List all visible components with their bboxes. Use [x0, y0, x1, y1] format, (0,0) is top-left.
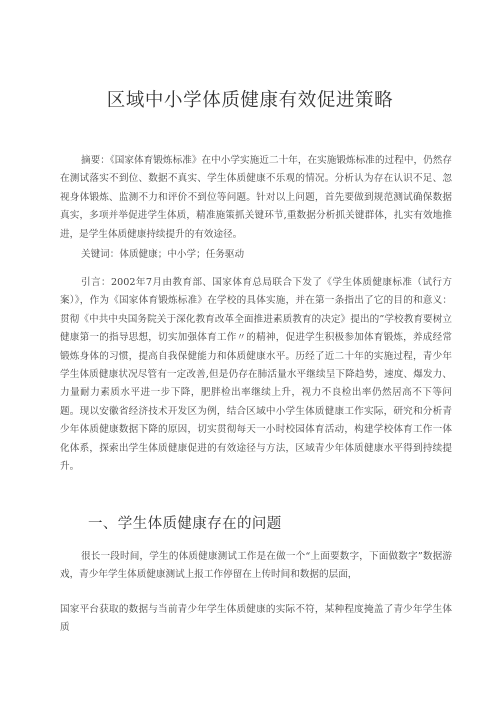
section-heading: 一、学生体质健康存在的问题: [88, 516, 282, 532]
keywords-line: 关键词：体质健康；中小学；任务驱动: [81, 249, 245, 260]
intro-paragraph: 引言：2002年7月由教育部、国家体育总局联合下发了《学生体质健康标准（试行方案）》，作为《国家体育锻炼标准》在学校的具体实施，并在第一条指出了它的目的和意义：贯彻《中共中央国务院关于深化教育改革全面推进素质教育的决定》提出的”学校教育要树立健康第一的指导思想，切实加强体育工作〃的精神，促进学生积极参加体育锻炼，养成经常锻炼身体的习惯，提高自我保健能力和体质健康水平。历经了近二十年的实施过程，青少年学生体质健康状况尽管有一定改善,但是仍存在肺活量水平继续呈下降趋势，速度、爆发力、力量耐力素质水平进一步下降，肥胖检出率继续上升，视力不良检出率仍然居高不下等问题。现以安徽省经济技术开发区为例，结合区域中小学生体质健康工作实际，研究和分析青少年体质健康数据下降的原因，切实贯彻每天一小时校园体育活动，构建学校体育工作一体化体系，探索出学生体质健康促进的有效途径与方法，区域青少年体质健康水平得到持续提升。: [60, 277, 452, 473]
document-title: 区域中小学体质健康有效促进策略: [106, 90, 394, 111]
body-paragraph-2: 国家平台获取的数据与当前青少年学生体质健康的实际不符，某种程度掩盖了青少年学生体质: [60, 604, 452, 634]
body-paragraph-1: 很长一段时间，学生的体质健康测试工作是在做一个“上面要数字，下面做数字”数据游戏，青少年学生体质健康测试上报工作停留在上传时间和数据的层面，: [60, 551, 452, 581]
abstract-paragraph: 摘要：《国家体育锻炼标准》在中小学实施近二十年，在实施锻炼标准的过程中，仍然存在测试落实不到位、数据不真实、学生体质健康不乐观的情况。分析认为存在认识不足、忽视身体锻炼、监测不力和评价不到位等问题。针对以上问题，首先要做到规范测试确保数据真实，多项并举促进学生体质，精准施策抓关键环节,重数据分析抓关键群体，扎实有效地推进，是学生体质健康持续提升的有效途径。: [60, 155, 452, 240]
